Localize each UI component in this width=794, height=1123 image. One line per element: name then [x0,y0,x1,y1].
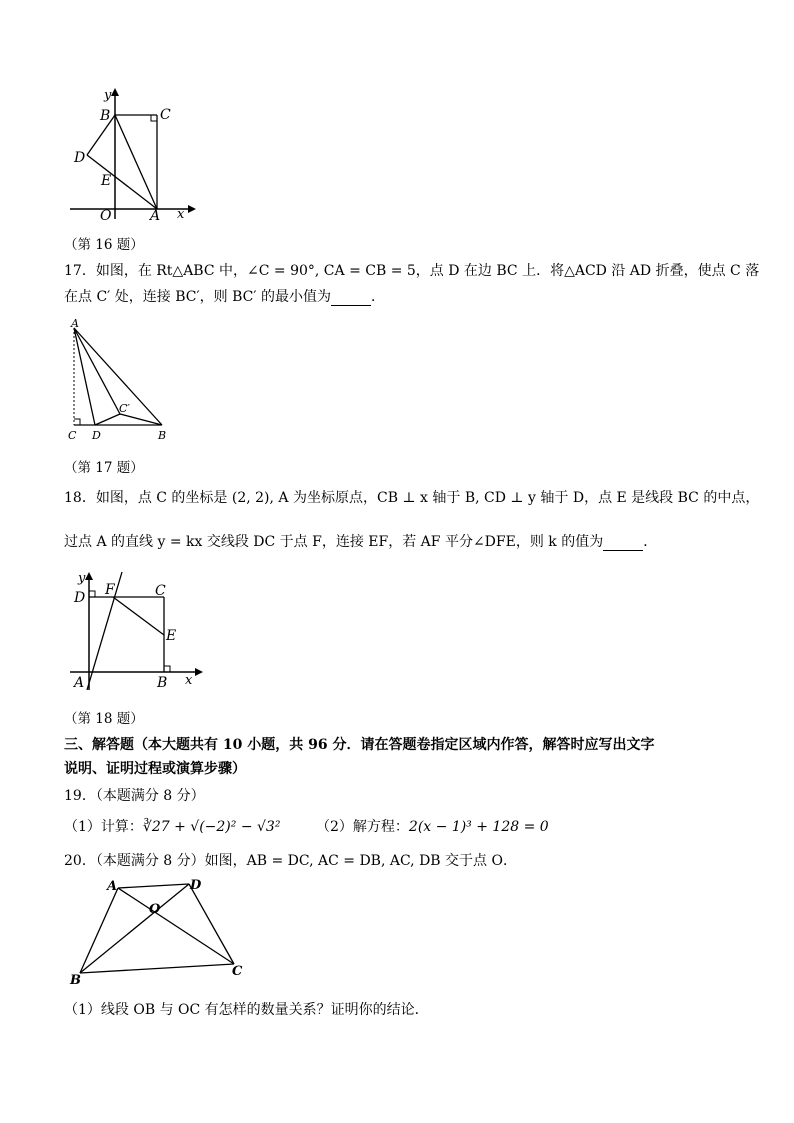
q19-part2 [316,818,549,836]
label-O: O [100,208,112,224]
q18-line2-post: ． [643,534,658,550]
q18-answer-blank[interactable] [603,536,643,551]
section3-line2: 说明、证明过程或演算步骤） [64,761,246,777]
label-E: E [101,173,112,189]
q17-line2-pre: 在点 C′ 处，连接 BC′，则 BC′ 的最小值为 [64,289,332,305]
label-A: A [74,675,85,691]
fig17-caption: （第 17 题） [64,460,144,476]
figure-18 [68,566,208,694]
label-F: F [105,582,115,598]
label-C: C [232,964,243,979]
label-A: A [107,879,118,894]
label-O: O [149,902,161,917]
q20-header: 20．（本题满分 8 分）如图，AB = DC, AC = DB, AC, DB 交于点 O． [64,853,517,869]
q19-part1 [64,818,280,836]
label-C: C [155,583,166,599]
label-x: x [177,207,185,222]
label-B: B [158,429,167,442]
label-y: y [104,88,112,103]
label-A: A [150,208,161,224]
q17-line2 [64,288,385,306]
label-B: B [100,108,111,124]
label-y: y [78,571,86,586]
label-D: D [74,150,86,166]
figure-16 [60,84,200,224]
q19-part2-label: （2）解方程： [316,819,409,835]
q18-line1: 18．如图，点 C 的坐标是 (2, 2), A 为坐标原点，CB ⊥ x 轴于 B, CD ⊥ y 轴于 D，点 E 是线段 BC 的中点， [64,490,760,506]
label-E: E [166,628,177,644]
label-D: D [190,878,202,893]
q19-header: 19．（本题满分 8 分） [64,788,205,804]
label-Cprime: C′ [119,402,130,415]
q19-part2-expr: 2(x − 1)³ + 128 = 0 [408,819,549,835]
label-B: B [70,973,81,988]
section3-line1: 三、解答题（本大题共有 10 小题，共 96 分．请在答题卷指定区域内作答，解答时应写出文字 [64,737,655,753]
figure-20 [62,872,252,988]
q17-answer-blank[interactable] [331,291,371,306]
figure-17 [62,316,180,444]
label-C: C [68,429,77,442]
label-D: D [92,429,101,442]
label-D: D [74,590,86,606]
fig16-caption: （第 16 题） [64,237,144,253]
q18-line2-pre: 过点 A 的直线 y = kx 交线段 DC 于点 F，连接 EF，若 AF 平分∠DFE，则 k 的值为 [64,534,604,550]
label-A: A [71,317,79,330]
q17-line2-post: ． [371,289,386,305]
q19-part1-expr: ∛27 + √(−2)² − √3² [142,819,281,835]
label-B: B [157,675,168,691]
label-C: C [160,107,171,123]
fig18-caption: （第 18 题） [64,711,144,727]
q18-line2 [64,533,657,551]
q17-line1: 17．如图，在 Rt△ABC 中，∠C = 90°, CA = CB = 5，点 D 在边 BC 上．将△ACD 沿 AD 折叠，使点 C 落 [64,263,760,279]
q20-part1: （1）线段 OB 与 OC 有怎样的数量关系？证明你的结论． [64,1002,429,1018]
q19-part1-label: （1）计算： [64,819,143,835]
label-x: x [185,673,193,688]
